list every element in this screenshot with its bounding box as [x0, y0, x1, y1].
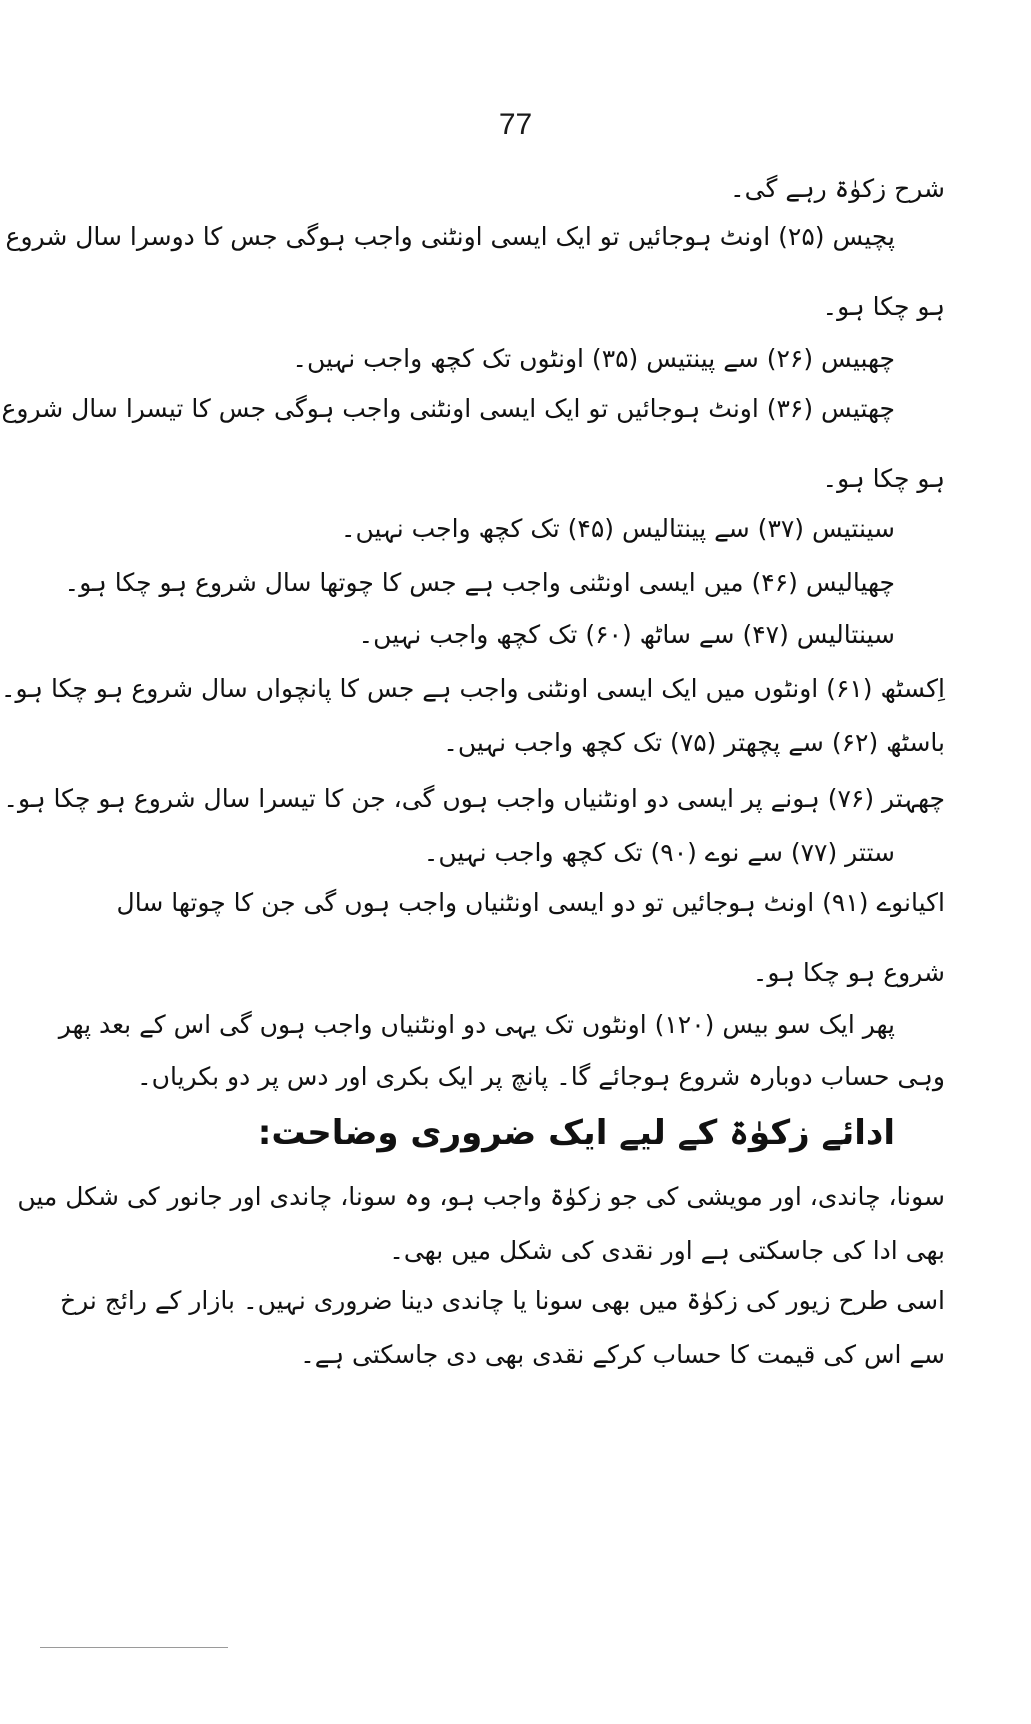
text-line: سینتالیس (۴۷) سے ساٹھ (۶۰) تک کچھ واجب نہیں۔ — [358, 620, 895, 649]
text-line: چھتیس (۳۶) اونٹ ہوجائیں تو ایک ایسی اونٹنی واجب ہوگی جس کا تیسرا سال شروع — [1, 394, 895, 423]
text-line: باسٹھ (۶۲) سے پچھتر (۷۵) تک کچھ واجب نہیں۔ — [443, 728, 945, 757]
text-line: سے اس کی قیمت کا حساب کرکے نقدی بھی دی جاسکتی ہے۔ — [300, 1340, 945, 1369]
page-number: 77 — [498, 108, 533, 141]
text-line: بھی ادا کی جاسکتی ہے اور نقدی کی شکل میں بھی۔ — [389, 1236, 945, 1265]
text-line: ستتر (۷۷) سے نوے (۹۰) تک کچھ واجب نہیں۔ — [423, 838, 895, 867]
text-line: چھیالیس (۴۶) میں ایسی اونٹنی واجب ہے جس کا چوتھا سال شروع ہو چکا ہو۔ — [64, 568, 895, 597]
text-line: سینتیس (۳۷) سے پینتالیس (۴۵) تک کچھ واجب نہیں۔ — [340, 514, 895, 543]
text-line: سونا، چاندی، اور مویشی کی جو زکوٰۃ واجب ہو، وہ سونا، چاندی اور جانور کی شکل میں — [17, 1182, 945, 1211]
text-line: اِکسٹھ (۶۱) اونٹوں میں ایک ایسی اونٹنی واجب ہے جس کا پانچواں سال شروع ہو چکا ہو۔ — [0, 674, 945, 703]
text-line: شرح زکوٰۃ رہے گی۔ — [729, 174, 945, 203]
text-line: اسی طرح زیور کی زکوٰۃ میں بھی سونا یا چاندی دینا ضروری نہیں۔ بازار کے رائج نرخ — [59, 1286, 945, 1315]
text-line: ہو چکا ہو۔ — [822, 292, 945, 321]
section-heading: ادائے زکوٰۃ کے لیے ایک ضروری وضاحت: — [257, 1113, 895, 1153]
text-line: اکیانوے (۹۱) اونٹ ہوجائیں تو دو ایسی اونٹنیاں واجب ہوں گی جن کا چوتھا سال — [116, 888, 945, 917]
text-line: پھر ایک سو بیس (۱۲۰) اونٹوں تک یہی دو اونٹنیاں واجب ہوں گی اس کے بعد پھر — [58, 1010, 895, 1039]
text-line: شروع ہو چکا ہو۔ — [752, 958, 945, 987]
text-line: چھہتر (۷۶) ہونے پر ایسی دو اونٹنیاں واجب ہوں گی، جن کا تیسرا سال شروع ہو چکا ہو۔ — [3, 784, 945, 813]
text-line: چھبیس (۲۶) سے پینتیس (۳۵) اونٹوں تک کچھ واجب نہیں۔ — [292, 344, 895, 373]
text-line: ہو چکا ہو۔ — [822, 464, 945, 493]
text-line: پچیس (۲۵) اونٹ ہوجائیں تو ایک ایسی اونٹنی واجب ہوگی جس کا دوسرا سال شروع — [5, 222, 895, 251]
text-line: وہی حساب دوبارہ شروع ہوجائے گا۔ پانچ پر ایک بکری اور دس پر دو بکریاں۔ — [136, 1062, 945, 1091]
footer-rule — [40, 1647, 228, 1648]
